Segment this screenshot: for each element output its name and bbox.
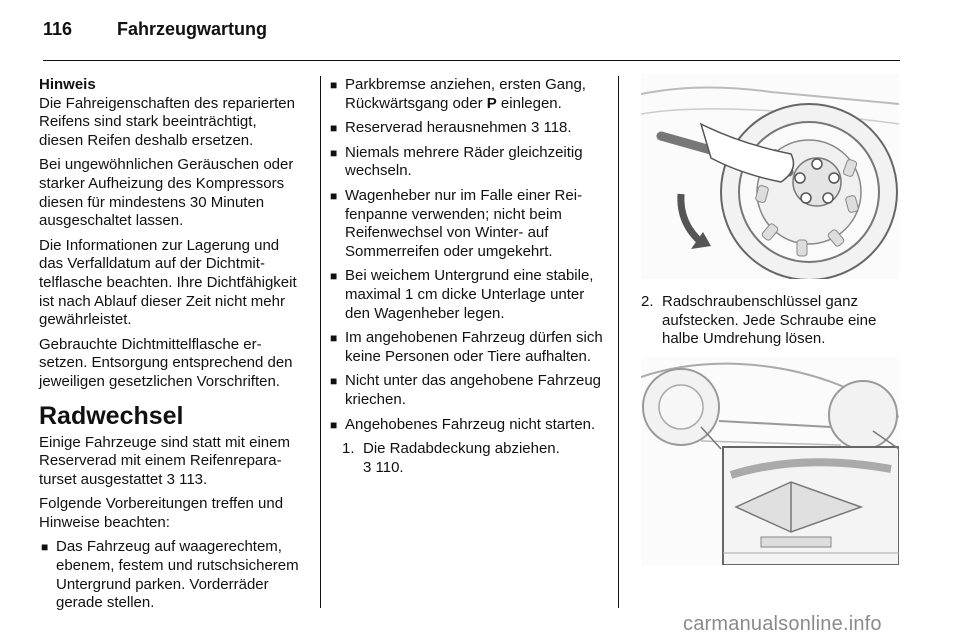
page-ref-number[interactable]: 113. [174,470,208,488]
watermark-text: carmanualsonline.info [683,613,882,635]
column-left [39,76,304,619]
page-ref-number[interactable]: 118. [539,119,572,137]
jack-position-drawing [641,357,899,565]
page-number: 116 [43,19,73,39]
list-item: ■ Wagenheber nur im Falle einer Reifenpanne verwenden; nicht beim Reifenwechsel von Winter- auf Sommerreifen oder umgekehrt. [328,187,603,261]
list-item: ■ Bei weichem Untergrund eine stabile, maximal 1 cm dicke Unterlage unter den Wagenheber legen. [328,267,603,323]
step-item: 2. Radschraubenschlüssel ganz aufstecken. Jede Schraube eine halbe Umdrehung lösen. [641,293,877,348]
list-item: ■ Das Fahrzeug auf waagerechtem, ebenem, festem und rutschsicherem Untergrund parken. Vorderräder gerade stellen. [39,538,304,612]
page-header [43,19,903,43]
list-item: ■ Nicht unter das angehobene Fahrzeug kriechen. [328,372,603,409]
list-item: ■ Im angehobenen Fahrzeug dürfen sich keine Personen oder Tiere aufhalten. [328,329,603,366]
page-ref-icon[interactable]: 3 [363,458,372,476]
illustration-wheel-wrench [641,74,899,279]
body-paragraph: Einige Fahrzeuge sind statt mit einem Reserverad mit einem Reifenreparaturset ausgestattet 3 113. [39,433,290,488]
body-paragraph: Folgende Vorbereitungen treffen und Hinweise beachten: [39,495,284,531]
wheel-wrench-drawing [641,74,899,279]
bullet-list [39,538,304,612]
note-paragraph: Die Fahreigenschaften des reparierten Reifens sind stark beeinträchtigt, diesen Reifen deshalb ersetzen. [39,94,295,149]
bullet-list [328,76,603,434]
list-item: ■ Niemals mehrere Räder gleichzeitig wechseln. [328,144,603,181]
header-rule [43,60,900,61]
illustration-jack-position [641,357,899,565]
note-box [39,76,304,392]
column-middle [328,76,603,483]
step-item: 1. Die Radabdeckung abziehen. 3 110. [342,440,560,476]
column-divider [320,76,321,608]
note-paragraph: Gebrauchte Dichtmittelflasche ersetzen. Entsorgung entsprechend den jeweiligen gesetzlichen Vorschriften. [39,335,293,390]
note-paragraph: Die Informationen zur Lagerung und das Verfalldatum auf der Dichtmittelflasche beachten. Ihre Dichtfähigkeit ist nach Ablauf dieser Zeit nicht mehr gewährleistet. [39,236,297,329]
list-item: ■ Reserverad herausnehmen 3 118. [328,119,603,138]
gear-p-label: P [486,94,497,112]
note-paragraph: Bei ungewöhnlichen Geräuschen oder starker Aufheizung des Kompressors diesen für mindestens 30 Minuten ausgeschaltet lassen. [39,156,294,230]
step-number: 1. [342,440,355,458]
section-title: Radwechsel [39,401,184,430]
list-item: ■ Angehobenes Fahrzeug nicht starten. [328,416,603,435]
chapter-title: Fahrzeugwartung [117,19,268,39]
page-ref-icon[interactable]: 3 [166,470,175,488]
step-number: 2. [641,293,654,310]
page-ref-number[interactable]: 110. [371,458,404,476]
page-ref-icon[interactable]: 3 [530,119,540,137]
note-title: Hinweis [39,76,96,93]
column-divider [618,76,619,608]
list-item: ■ Parkbremse anziehen, ersten Gang, Rückwärtsgang oder P einlegen. [328,76,603,113]
column-right [641,76,903,565]
